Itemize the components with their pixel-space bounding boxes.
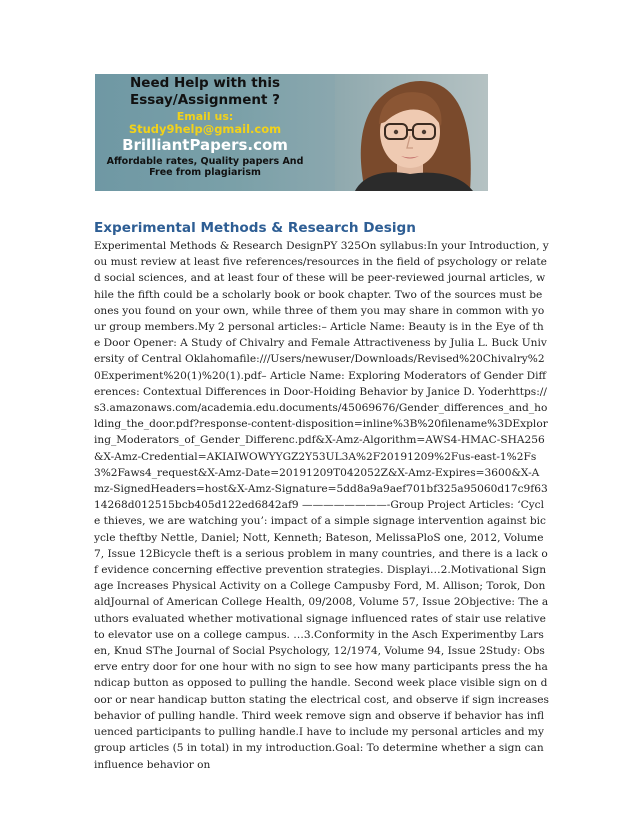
ad-banner-text [95,74,315,191]
ad-email-label: Email us: [176,110,234,123]
document-title: Experimental Methods & Research Design [94,220,416,236]
document-body: Experimental Methods & Research DesignPY 325On syllabus:In your Introduction, you must review at least five references/resources in the field of psychology or related social sciences, and at least four of these will be peer-reviewed journal articles, while the fifth could be a scholarly book or book chapter. Two of the sources must be ones you found on your own, while three of them you may share in common with your group members.My 2 personal articles:– Article Name: Beauty is in the Eye of the Door Opener: A Study of Chivalry and Female Attractiveness by Julia L. Buck University of Central Oklahomafile:///Users/newuser/Downloads/Revised%20Chivalry%20Experiment%20(1)%20(1).pdf– Article Name: Exploring Moderators of Gender Differences: Contextual Differences in Door-Hoiding Behavior by Janice D. Yoderhttps://s3.amazonaws.com/academia.edu.documents/45069676/Gender_differences_and_holding_the_door.pdf?response-content-disposition=inline%3B%20filename%3DExploring_Moderators_of_Gender_Differenc.pdf&X-Amz-Algorithm=AWS4-HMAC-SHA256&X-Amz-Credential=AKIAIWOWYYGZ2Y53UL3A%2F20191209%2Fus-east-1%2Fs3%2Faws4_request&X-Amz-Date=20191209T042052Z&X-Amz-Expires=3600&X-Amz-SignedHeaders=host&X-Amz-Signature=5dd8a9a9aef701bf325a95060d17c9f6314268d012515bcb405d122ed6842af9 ————————-Group Project Articles: ‘Cycle thieves, we are watching you’: impact of a simple signage intervention against bicycle theftby Nettle, Daniel; Nott, Kenneth; Bateson, MelissaPloS one, 2012, Volume 7, Issue 12Bicycle theft is a serious problem in many countries, and there is a lack of evidence concerning effective prevention strategies. Displayi…2.Motivational Signage Increases Physical Activity on a College Campusby Ford, M. Allison; Torok, DonaldJournal of American College Health, 09/2008, Volume 57, Issue 2Objective: The authors evaluated whether motivational signage influenced rates of stair use relative to elevator use on a college campus. …3.Conformity in the Asch Experimentby Larsen, Knud SThe Journal of Social Psychology, 12/1974, Volume 94, Issue 2Study: Observe entry door for one hour with no sign to see how many participants press the handicap button as opposed to pulling the handle. Second week place visible sign on door or near handicap button stating the electrical cost, and observe if sign increases behavior of pulling handle. Third week remove sign and observe if behavior has influenced participants to pulling handle.I have to include my personal articles and my group articles (5 in total) in my introduction.Goal: To determine whether a sign can influence behavior on [94,240,549,771]
ad-heading-line1: Need Help with this [129,75,280,91]
woman-with-glasses-photo [335,74,488,191]
ad-tagline: Affordable rates, Quality papers And Free from plagiarism [106,156,304,178]
ad-heading-line2: Essay/Assignment ? [130,92,280,108]
ad-email[interactable]: Study9help@gmail.com [128,122,282,136]
ad-site[interactable]: BrilliantPapers.com [122,136,288,154]
ad-banner[interactable] [95,74,488,191]
